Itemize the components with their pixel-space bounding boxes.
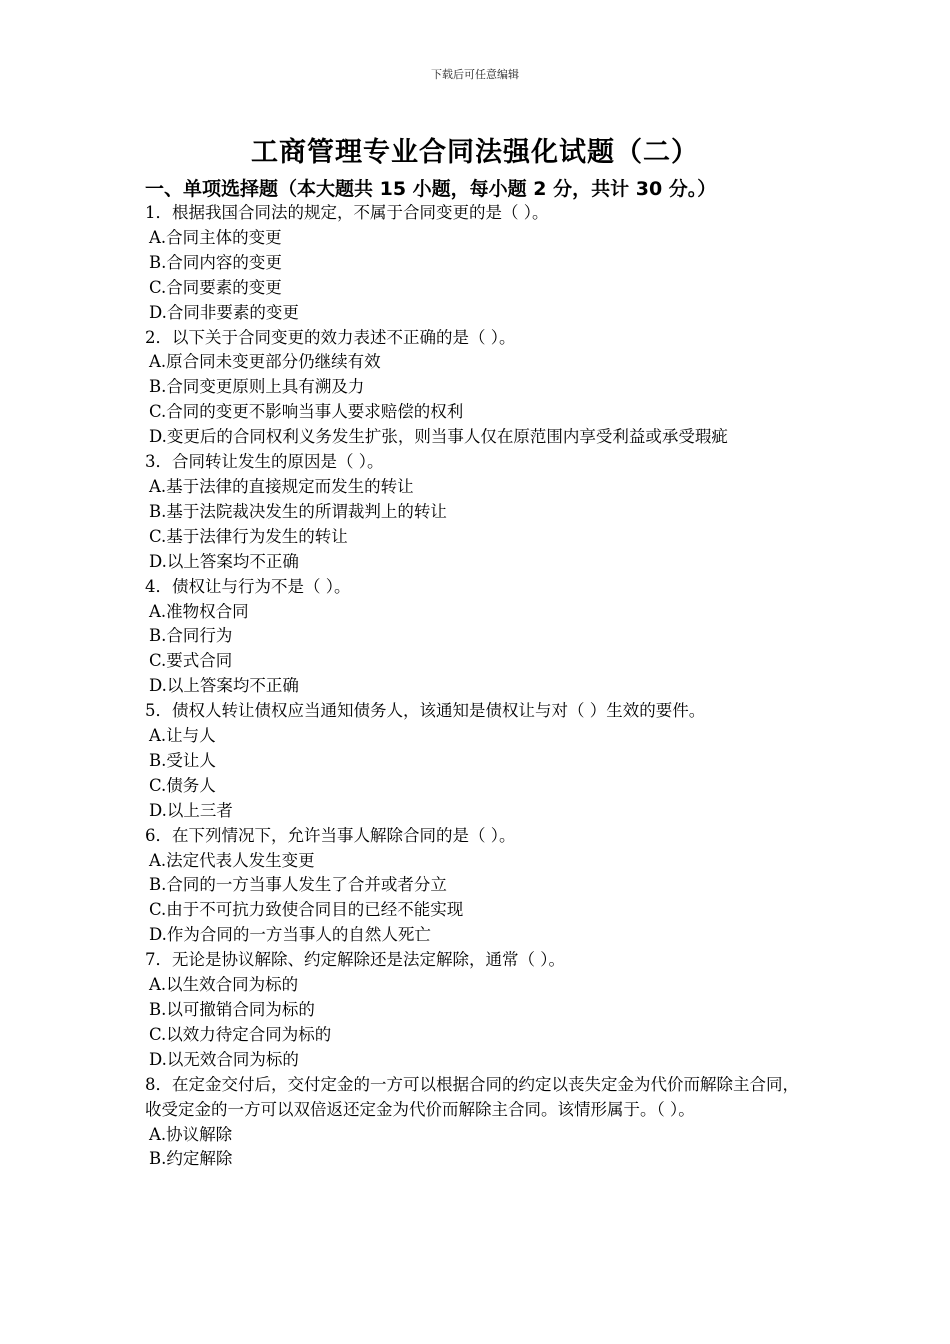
- option-c: C.以效力待定合同为标的: [149, 1024, 332, 1044]
- question-list: [145, 201, 810, 1172]
- option-a: A.合同主体的变更: [149, 227, 282, 247]
- option-b: B.合同内容的变更: [149, 252, 282, 272]
- question-block: [145, 1073, 810, 1173]
- option-d: D.以无效合同为标的: [149, 1049, 299, 1069]
- question-block: [145, 201, 810, 326]
- question-text: 5．债权人转让债权应当通知债务人，该通知是债权让与对（ ）生效的要件。: [145, 701, 706, 721]
- option-d: D.变更后的合同权利义务发生扩张，则当事人仅在原范围内享受利益或承受瑕疵: [149, 427, 728, 447]
- option-a: A.基于法律的直接规定而发生的转让: [149, 476, 414, 496]
- option-b: B.受让人: [149, 750, 216, 770]
- question-block: [145, 450, 810, 575]
- page-title: 工商管理专业合同法强化试题（二）: [251, 137, 699, 168]
- question-text: 8．在定金交付后，交付定金的一方可以根据合同的约定以丧失定金为代价而解除主合同，收受定金的一方可以双倍返还定金为代价而解除主合同。该情形属于。（ ）。: [145, 1074, 799, 1119]
- question-block: [145, 575, 810, 700]
- option-a: A.法定代表人发生变更: [149, 850, 315, 870]
- option-b: B.以可撤销合同为标的: [149, 1000, 315, 1019]
- option-c: C.基于法律行为发生的转让: [149, 526, 348, 546]
- option-a: A.协议解除: [149, 1124, 233, 1144]
- option-c: C.由于不可抗力致使合同目的已经不能实现: [149, 900, 464, 920]
- question-text: 4．债权让与行为不是（ ）。: [145, 576, 351, 596]
- option-c: C.合同的变更不影响当事人要求赔偿的权利: [149, 402, 464, 422]
- question-text: 2．以下关于合同变更的效力表述不正确的是（ ）。: [145, 327, 516, 347]
- option-b: B.合同变更原则上具有溯及力: [149, 377, 365, 397]
- question-block: [145, 326, 810, 451]
- header-note: 下载后可任意编辑: [431, 68, 519, 81]
- question-block: [145, 948, 810, 1073]
- option-c: C.合同要素的变更: [149, 277, 282, 297]
- option-b: B.合同的一方当事人发生了合并或者分立: [149, 875, 447, 895]
- option-d: D.合同非要素的变更: [149, 302, 299, 322]
- option-c: C.债务人: [149, 775, 216, 795]
- option-c: C.要式合同: [149, 651, 233, 671]
- question-block: [145, 699, 810, 824]
- option-d: D.以上答案均不正确: [149, 551, 299, 571]
- option-d: D.以上三者: [149, 800, 233, 820]
- option-a: A.让与人: [149, 726, 216, 746]
- option-b: B.合同行为: [149, 626, 233, 646]
- option-b: B.基于法院裁决发生的所谓裁判上的转让: [149, 501, 447, 521]
- option-a: A.准物权合同: [149, 601, 249, 621]
- question-text: 3．合同转让发生的原因是（ ）。: [145, 452, 384, 472]
- option-d: D.作为合同的一方当事人的自然人死亡: [149, 925, 431, 945]
- option-b: B.约定解除: [149, 1149, 233, 1169]
- question-text: 7．无论是协议解除、约定解除还是法定解除，通常（ ）。: [145, 950, 565, 970]
- question-block: [145, 824, 810, 949]
- section-heading: 一、单项选择题（本大题共 15 小题，每小题 2 分，共计 30 分。）: [145, 178, 717, 200]
- option-a: A.原合同未变更部分仍继续有效: [149, 352, 381, 372]
- question-text: 1．根据我国合同法的规定，不属于合同变更的是（ ）。: [145, 203, 549, 222]
- question-text: 6．在下列情况下，允许当事人解除合同的是（ ）。: [145, 825, 516, 845]
- option-d: D.以上答案均不正确: [149, 676, 299, 696]
- option-a: A.以生效合同为标的: [149, 975, 299, 995]
